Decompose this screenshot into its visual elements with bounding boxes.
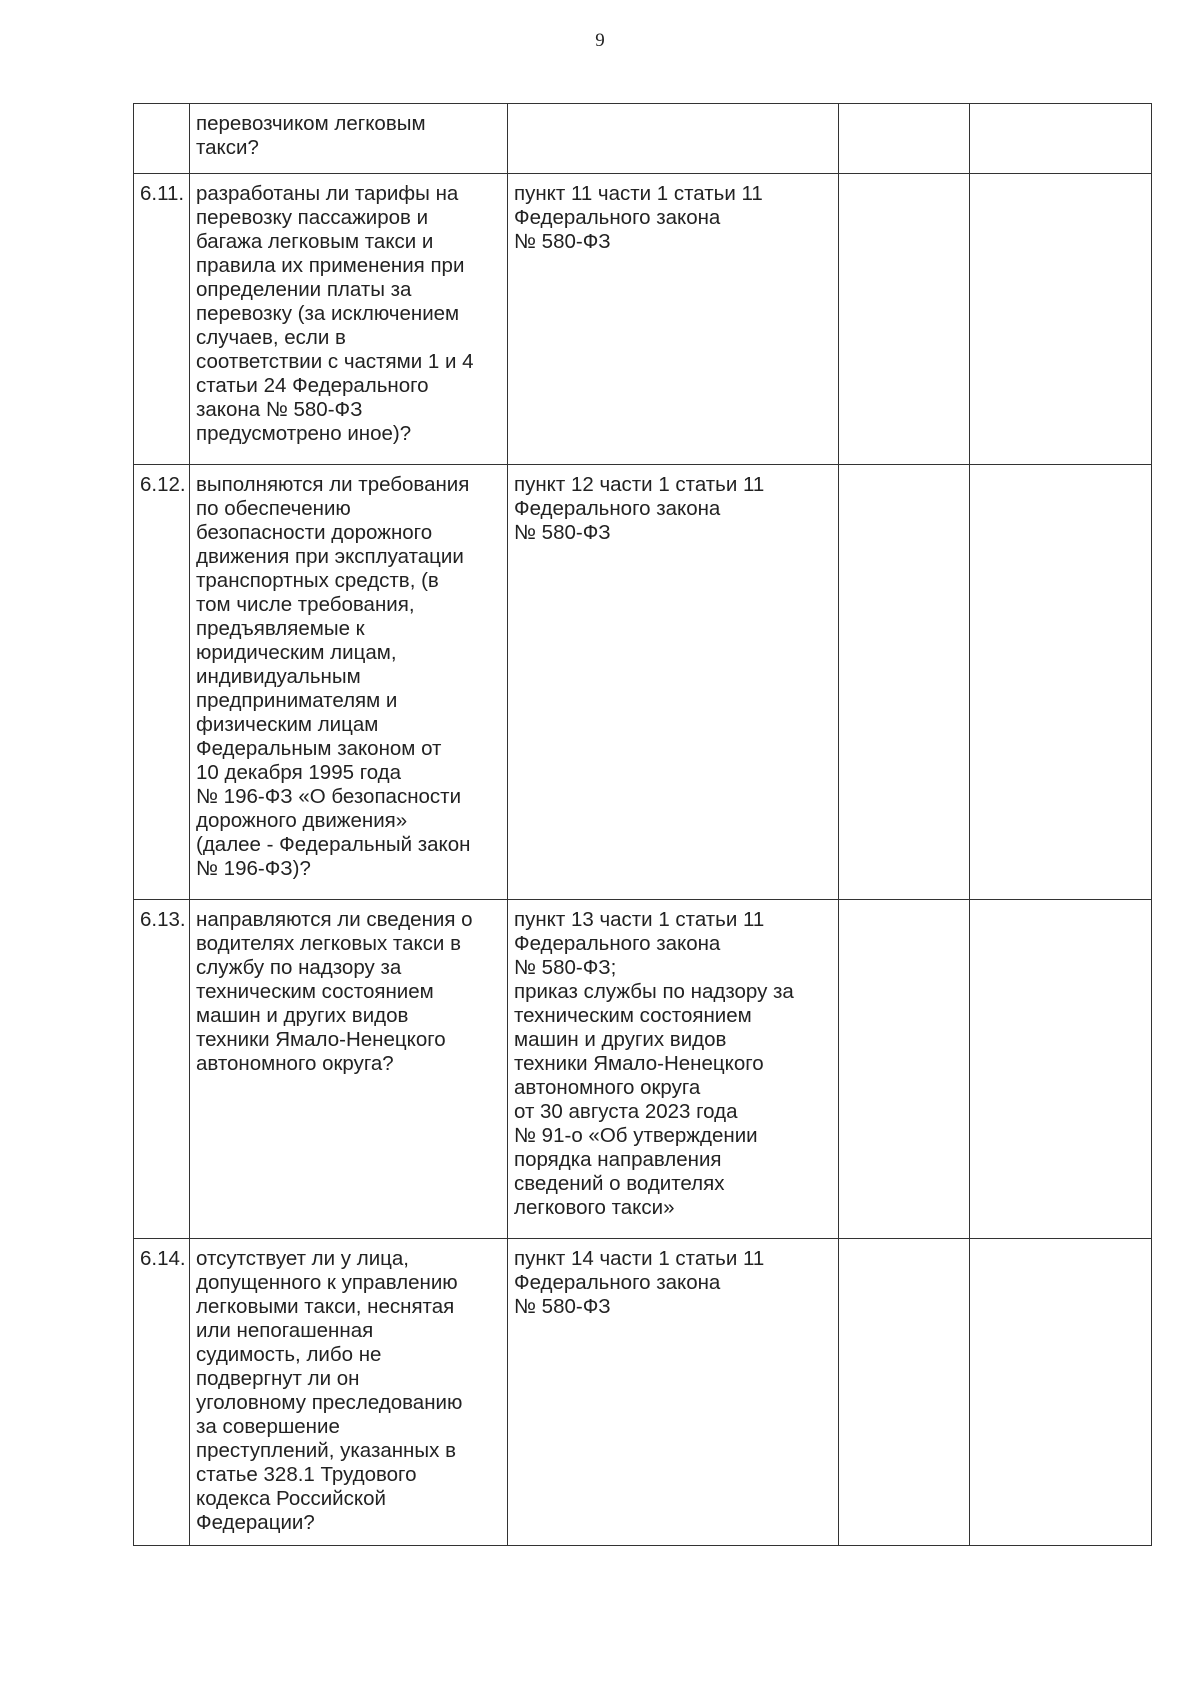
empty-answer-cell — [839, 465, 970, 900]
empty-answer-cell — [839, 174, 970, 465]
reference-cell: пункт 12 части 1 статьи 11 Федерального закона № 580-ФЗ — [508, 465, 839, 900]
empty-note-cell — [970, 1239, 1152, 1546]
question-cell: направляются ли сведения о водителях легковых такси в службу по надзору за техническим состоянием машин и других видов техники Ямало-Ненецкого автономного округа? — [190, 900, 508, 1239]
empty-answer-cell — [839, 900, 970, 1239]
question-cell: отсутствует ли у лица, допущенного к управлению легковыми такси, неснятая или непогашенная судимость, либо не подвергнут ли он уголовному преследованию за совершение преступлений, указанных в статье 328.1 Трудового кодекса Российской Федерации? — [190, 1239, 508, 1546]
empty-answer-cell — [839, 104, 970, 174]
item-number-cell: 6.12. — [134, 465, 190, 900]
question-cell: разработаны ли тарифы на перевозку пассажиров и багажа легковым такси и правила их применения при определении платы за перевозку (за исключением случаев, если в соответствии с частями 1 и 4 статьи 24 Федерального закона № 580-ФЗ предусмотрено иное)? — [190, 174, 508, 465]
reference-cell: пункт 14 части 1 статьи 11 Федерального закона № 580-ФЗ — [508, 1239, 839, 1546]
item-number-cell: 6.14. — [134, 1239, 190, 1546]
item-number-cell — [134, 104, 190, 174]
reference-cell: пункт 11 части 1 статьи 11 Федерального закона № 580-ФЗ — [508, 174, 839, 465]
question-cell: выполняются ли требования по обеспечению безопасности дорожного движения при эксплуатации транспортных средств, (в том числе требования, предъявляемые к юридическим лицам, индивидуальным предпринимателям и физическим лицам Федеральным законом от 10 декабря 1995 года № 196-ФЗ «О безопасности дорожного движения» (далее - Федеральный закон № 196-ФЗ)? — [190, 465, 508, 900]
table-row — [134, 174, 1152, 465]
empty-note-cell — [970, 104, 1152, 174]
item-number-cell: 6.13. — [134, 900, 190, 1239]
question-cell: перевозчиком легковым такси? — [190, 104, 508, 174]
table-row — [134, 900, 1152, 1239]
empty-note-cell — [970, 465, 1152, 900]
table-row — [134, 1239, 1152, 1546]
empty-note-cell — [970, 900, 1152, 1239]
reference-cell: пункт 13 части 1 статьи 11 Федерального закона № 580-ФЗ; приказ службы по надзору за техническим состоянием машин и других видов техники Ямало-Ненецкого автономного округа от 30 августа 2023 года № 91-о «Об утверждении порядка направления сведений о водителях легкового такси» — [508, 900, 839, 1239]
reference-cell — [508, 104, 839, 174]
table-row — [134, 104, 1152, 174]
checklist-table — [133, 103, 1152, 1546]
table-row — [134, 465, 1152, 900]
empty-answer-cell — [839, 1239, 970, 1546]
empty-note-cell — [970, 174, 1152, 465]
page-number: 9 — [595, 30, 605, 51]
item-number-cell: 6.11. — [134, 174, 190, 465]
